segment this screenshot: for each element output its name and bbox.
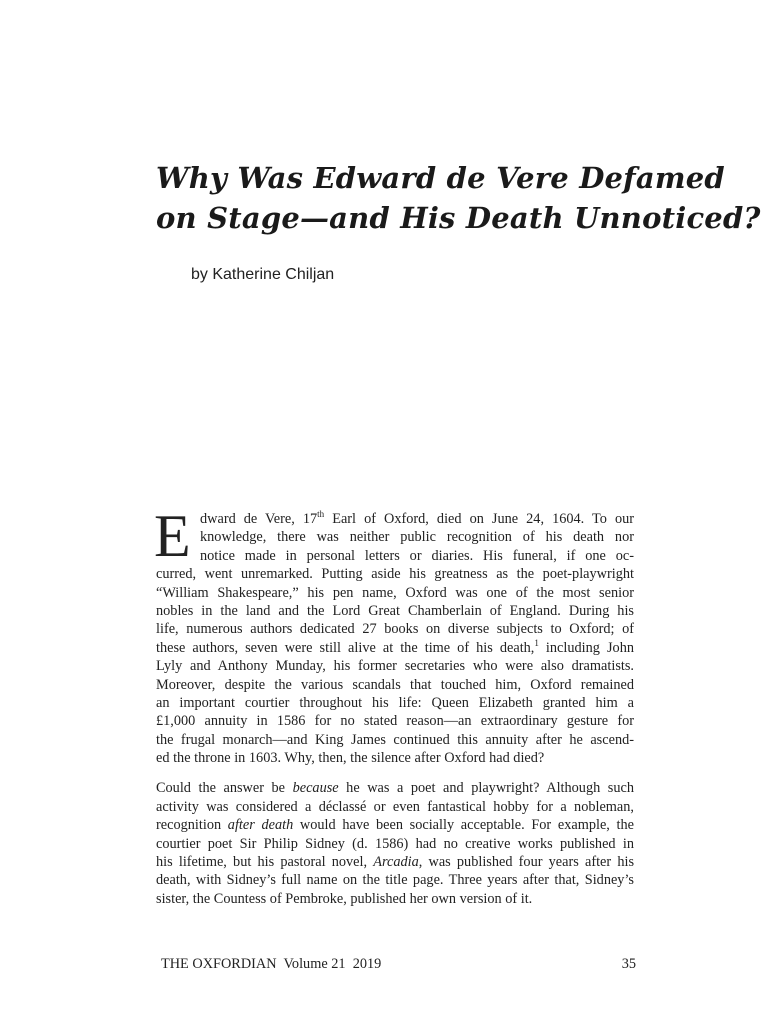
body-line: courtier poet Sir Philip Sidney (d. 1586) had no creative works published in <box>156 835 634 852</box>
superscript: th <box>317 509 325 520</box>
emphasis: Arcadia <box>373 854 419 871</box>
drop-cap: E <box>154 503 191 569</box>
footnote-marker[interactable]: 1 <box>534 637 539 648</box>
body-line: these authors, seven were still alive at the time of his death,$^1$ including John <box>156 637 634 656</box>
body-line: “William Shakespeare,” his pen name, Oxford was one of the most senior <box>156 584 634 601</box>
body-line: death, with Sidney’s full name on the title page. Three years after that, Sidney’s <box>156 872 634 889</box>
body-line: Moreover, despite the various scandals that touched him, Oxford remained <box>156 676 634 693</box>
body-line: Lyly and Anthony Munday, his former secretaries who were also dramatists. <box>156 658 634 675</box>
body-line: sister, the Countess of Pembroke, published her own version of it. <box>156 890 533 907</box>
body-line: ed the throne in 1603. Why, then, the silence after Oxford had died? <box>156 750 545 767</box>
journal-year: 2019 <box>352 956 382 972</box>
author-byline: by Katherine Chiljan <box>191 266 335 283</box>
body-line: curred, went unremarked. Putting aside his greatness as the poet-playwright <box>156 566 634 583</box>
body-line: recognition after death would have been socially acceptable. For example, the <box>156 817 635 834</box>
journal-info <box>161 956 381 973</box>
paragraph-1 <box>154 503 635 767</box>
journal-volume: Volume 21 <box>283 956 346 972</box>
article-title-line-1: Why Was Edward de Vere Defamed <box>156 161 725 195</box>
body-line: knowledge, there was neither public recognition of his death nor <box>200 529 634 546</box>
body-line: dward de Vere, 17th Earl of Oxford, died on June 24, 1604. To our <box>200 509 635 527</box>
body-line: notice made in personal letters or diaries. His funeral, if one oc- <box>200 547 634 564</box>
body-line: activity was considered a déclassé or even fantastical hobby for a nobleman, <box>156 798 634 815</box>
paragraph-2 <box>156 779 634 908</box>
body-line: £1,000 annuity in 1586 for no stated reason—an extraordinary gesture for <box>156 713 634 730</box>
page-number: 35 <box>621 956 636 972</box>
body-line: nobles in the land and the Lord Great Chamberlain of England. During his <box>156 602 634 619</box>
article-title-line-2: on Stage—and His Death Unnoticed? <box>156 201 761 235</box>
journal-name: THE OXFORDIAN <box>161 956 277 972</box>
emphasis: because <box>292 780 339 797</box>
body-line: the frugal monarch—and King James continued this annuity after he ascend- <box>156 731 634 748</box>
body-line: his lifetime, but his pastoral novel, Arcadia, was published four years after his <box>156 854 635 871</box>
body-line: an important courtier throughout his life: Queen Elizabeth granted him a <box>156 694 634 711</box>
body-line: life, numerous authors dedicated 27 books on diverse subjects to Oxford; of <box>156 621 634 638</box>
emphasis: after death <box>227 817 294 834</box>
article-body <box>154 503 635 908</box>
article-title <box>156 158 761 238</box>
body-line: Could the answer be because he was a poet and playwright? Although such <box>156 780 635 797</box>
